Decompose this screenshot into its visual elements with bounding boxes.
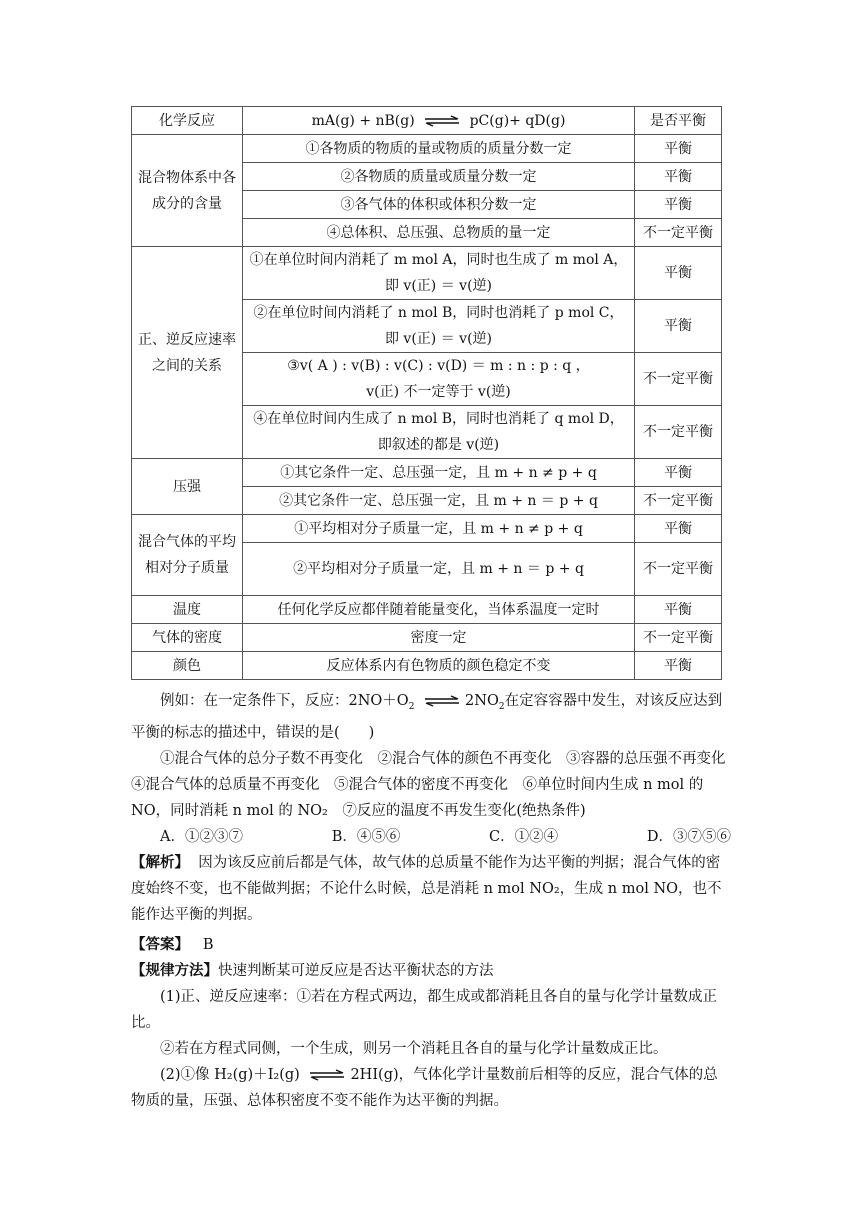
row-result: 平衡 — [635, 247, 722, 300]
row-result: 平衡 — [635, 596, 722, 624]
table-row — [132, 135, 722, 163]
row-result: 不一定平衡 — [635, 353, 722, 406]
row-result: 平衡 — [635, 515, 722, 543]
method-p2: ②若在方程式同侧，一个生成，则另一个消耗且各自的量与化学计量数成正比。 — [160, 1040, 668, 1057]
equilibrium-criteria-table — [131, 106, 722, 680]
row-desc: 反应体系内有色物质的颜色稳定不变 — [243, 652, 635, 680]
method-heading: 【规律方法】快速判断某可逆反应是否达平衡状态的方法 — [131, 961, 494, 979]
table-row — [132, 596, 722, 624]
row-desc: ②在单位时间内消耗了 n mol B，同时也消耗了 p mol C， 即 v(正) ＝ v(逆) — [243, 300, 635, 353]
reversible-arrow-icon — [423, 695, 461, 707]
row-result: 平衡 — [635, 191, 722, 219]
row-desc: ②各物质的质量或质量分数一定 — [243, 163, 635, 191]
example-items: ①混合气体的总分子数不再变化 ②混合气体的颜色不再变化 ③容器的总压强不再变化 ④混合气体的总质量不再变化 ⑤混合气体的密度不再变化 ⑥单位时间内生成 n mol 的 NO，同时消耗 n mol 的 NO₂ ⑦反应的温度不再发生变化(绝热条件) — [131, 750, 740, 819]
group-label-pressure: 压强 — [132, 459, 243, 515]
header-equation: mA(g) + nB(g) pC(g)+ qD(g) — [243, 107, 635, 135]
row-result: 不一定平衡 — [635, 406, 722, 459]
label-color: 颜色 — [132, 652, 243, 680]
table-row — [132, 459, 722, 487]
row-result: 平衡 — [635, 135, 722, 163]
row-desc: 任何化学反应都伴随着能量变化，当体系温度一定时 — [243, 596, 635, 624]
table-row — [132, 652, 722, 680]
method-p1: (1)正、逆反应速率：①若在方程式两边，都生成或都消耗且各自的量与化学计量数成正比。 — [131, 988, 718, 1031]
option-a: A．①②③⑦ — [160, 828, 243, 845]
row-result: 不一定平衡 — [635, 487, 722, 515]
option-c: C．①②④ — [489, 828, 559, 845]
option-d: D．③⑦⑤⑥ — [646, 828, 731, 845]
method-p3: (2)①像 H₂(g)＋I₂(g) 2HI(g)，气体化学计量数前后相等的反应，混合气体的总物质的量，压强、总体积密度不变不能作为达平衡的判据。 — [131, 1066, 718, 1109]
reversible-arrow-icon — [308, 1069, 346, 1081]
row-result: 平衡 — [635, 300, 722, 353]
row-desc: 密度一定 — [243, 624, 635, 652]
row-desc: ①其它条件一定、总压强一定，且 m + n ≠ p + q — [243, 459, 635, 487]
row-result: 平衡 — [635, 459, 722, 487]
table-header-row — [132, 107, 722, 135]
row-result: 平衡 — [635, 652, 722, 680]
row-desc: ①各物质的物质的量或物质的质量分数一定 — [243, 135, 635, 163]
row-desc: ③各气体的体积或体积分数一定 — [243, 191, 635, 219]
row-desc: ④在单位时间内生成了 n mol B，同时也消耗了 q mol D， 即叙述的都是 v(逆) — [243, 406, 635, 459]
table-row — [132, 247, 722, 300]
label-density: 气体的密度 — [132, 624, 243, 652]
answer: 【答案】 B — [131, 935, 214, 953]
row-desc: ①在单位时间内消耗了 m mol A，同时也生成了 m mol A， 即 v(正) ＝ v(逆) — [243, 247, 635, 300]
row-desc: ④总体积、总压强、总物质的量一定 — [243, 219, 635, 247]
group-label-molar-mass: 混合气体的平均相对分子质量 — [132, 515, 243, 596]
table-row — [132, 624, 722, 652]
answer-options — [131, 824, 731, 850]
row-result: 平衡 — [635, 163, 722, 191]
row-desc: ②其它条件一定、总压强一定，且 m + n ＝ p + q — [243, 487, 635, 515]
example-question: 例如：在一定条件下，反应：$2NO+O_2$ $2NO_2$在定容容器中发生，对该反应达到平衡的标志的描述中，错误的是( ) — [131, 693, 723, 741]
header-reaction: 化学反应 — [132, 107, 243, 135]
label-temperature: 温度 — [132, 596, 243, 624]
row-desc: ②平均相对分子质量一定，且 m + n ＝ p + q — [243, 543, 635, 596]
group-label-rates: 正、逆反应速率之间的关系 — [132, 247, 243, 459]
row-desc: ③v( A ) : v(B) : v(C) : v(D) ＝ m : n : p : q ， v(正) 不一定等于 v(逆) — [243, 353, 635, 406]
reversible-arrow-icon — [423, 115, 461, 127]
table-row — [132, 515, 722, 543]
group-label-content: 混合物体系中各成分的含量 — [132, 135, 243, 247]
row-result: 不一定平衡 — [635, 624, 722, 652]
body-text — [131, 688, 740, 1114]
row-result: 不一定平衡 — [635, 543, 722, 596]
option-b: B．④⑤⑥ — [331, 828, 401, 845]
analysis: 【解析】 因为该反应前后都是气体，故气体的总质量不能作为达平衡的判据；混合气体的密度始终不变，也不能做判据；不论什么时候，总是消耗 n mol NO₂，生成 n mol NO，也不能作达平衡的判据。 — [131, 853, 722, 923]
row-result: 不一定平衡 — [635, 219, 722, 247]
row-desc: ①平均相对分子质量一定，且 m + n ≠ p + q — [243, 515, 635, 543]
header-equilibrium: 是否平衡 — [635, 107, 722, 135]
